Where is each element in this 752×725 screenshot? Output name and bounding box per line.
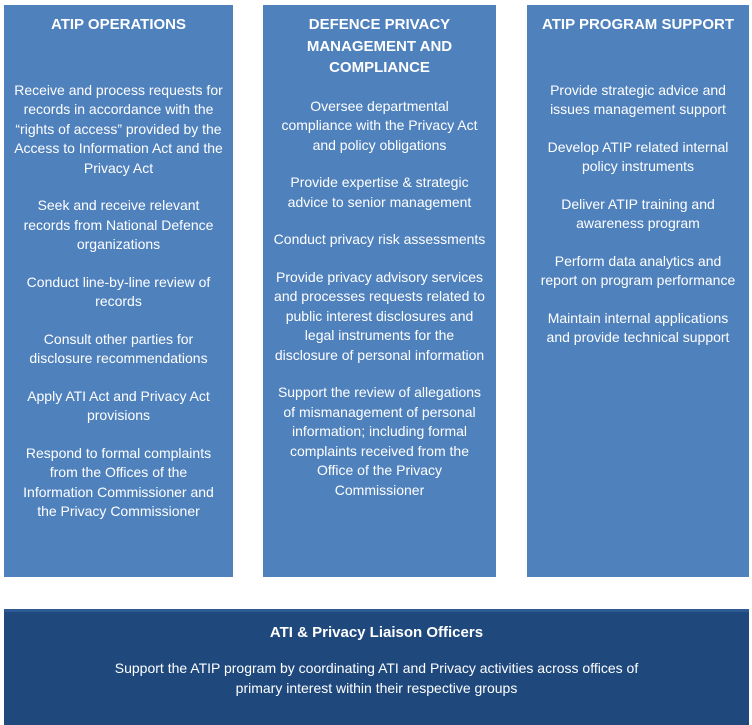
item-list: [4, 81, 233, 522]
list-item: Maintain internal applications and provide technical support: [546, 309, 730, 345]
list-item: Apply ATI Act and Privacy Act provisions: [27, 387, 210, 423]
item-list: [527, 81, 749, 348]
item-list: [263, 97, 496, 501]
list-item: Respond to formal complaints from the Offices of the Information Commissioner and the Privacy Commissioner: [23, 444, 214, 519]
column-title: ATIP PROGRAM SUPPORT: [542, 16, 734, 33]
list-item: Develop ATIP related internal policy instruments: [547, 138, 729, 174]
list-item: Support the review of allegations of mismanagement of personal information; including formal complaints received from the Office of the Privacy Commissioner: [277, 384, 482, 498]
list-item: Perform data analytics and report on program performance: [540, 252, 736, 288]
list-item: Provide privacy advisory services and processes requests related to public interest disclosures and legal instruments for the disclosure of personal information: [274, 268, 485, 363]
column-title: ATIP OPERATIONS: [50, 16, 186, 33]
column-atip-operations: [4, 5, 233, 577]
column-title: DEFENCE PRIVACY MANAGEMENT AND COMPLIANCE: [306, 16, 453, 76]
liaison-officers-box: [4, 609, 749, 725]
list-item: Consult other parties for disclosure recommendations: [29, 330, 208, 366]
list-item: Provide expertise & strategic advice to senior management: [287, 174, 472, 210]
liaison-title: ATI & Privacy Liaison Officers: [269, 624, 484, 641]
list-item: Deliver ATIP training and awareness program: [561, 195, 715, 231]
column-defence-privacy: [263, 5, 496, 577]
list-item: Receive and process requests for records in accordance with the “rights of access” provided by the Access to Information Act and the Privacy Act: [14, 81, 223, 176]
liaison-description: Support the ATIP program by coordinating ATI and Privacy activities across offices of primary interest within their respective groups: [114, 660, 639, 696]
list-item: Provide strategic advice and issues management support: [550, 81, 726, 117]
list-item: Seek and receive relevant records from National Defence organizations: [23, 197, 214, 252]
list-item: Oversee departmental compliance with the Privacy Act and policy obligations: [281, 97, 478, 153]
list-item: Conduct line-by-line review of records: [26, 273, 211, 309]
column-atip-program-support: [527, 5, 749, 577]
list-item: Conduct privacy risk assessments: [273, 231, 486, 247]
